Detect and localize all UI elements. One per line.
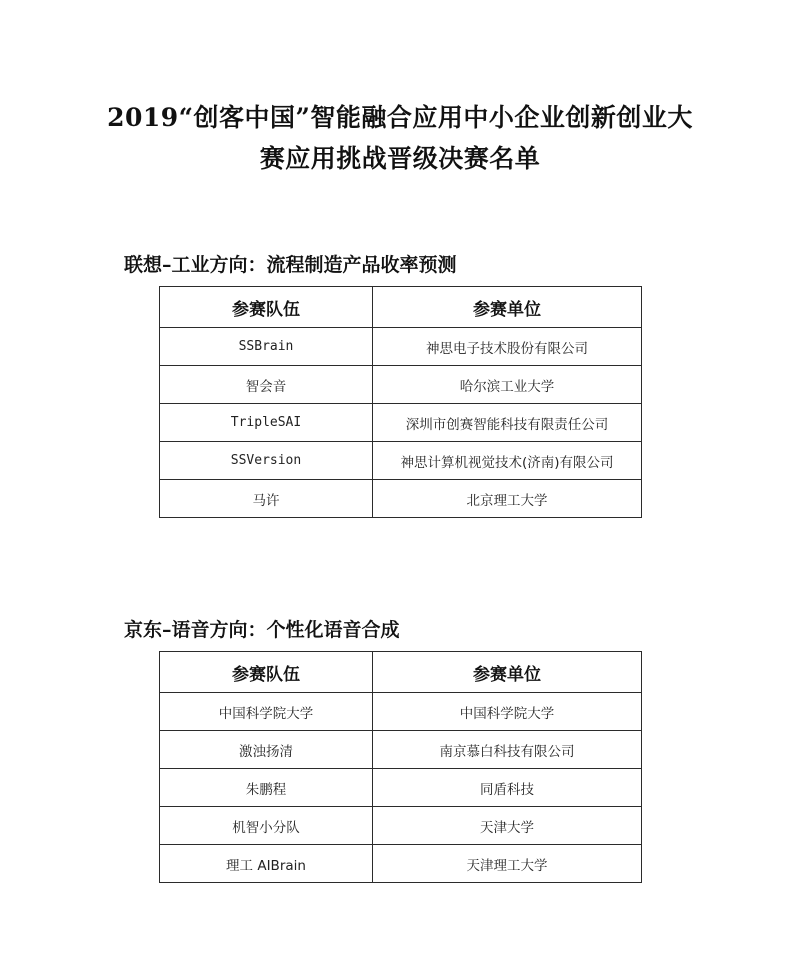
team-name-cell: SSBrain (160, 328, 373, 366)
table-row (160, 731, 642, 769)
section-heading-lenovo: 联想–工业方向：流程制造产品收率预测 (124, 254, 457, 276)
team-name-cell: 理工 AIBrain (160, 845, 373, 883)
section-heading-jd: 京东–语音方向：个性化语音合成 (124, 619, 400, 641)
organization-cell: 同盾科技 (373, 769, 642, 807)
team-name-cell: TripleSAI (160, 404, 373, 442)
table-row (160, 480, 642, 518)
team-name-cell: 智会音 (160, 366, 373, 404)
team-name-cell: SSVersion (160, 442, 373, 480)
column-header-organization: 参赛单位 (373, 652, 642, 693)
organization-cell: 中国科学院大学 (373, 693, 642, 731)
organization-cell: 神思电子技术股份有限公司 (373, 328, 642, 366)
column-header-organization: 参赛单位 (373, 287, 642, 328)
table-row (160, 807, 642, 845)
organization-cell: 南京慕白科技有限公司 (373, 731, 642, 769)
title-line-1: 2019“创客中国”智能融合应用中小企业创新创业大 (107, 103, 693, 132)
team-name-cell: 激浊扬清 (160, 731, 373, 769)
organization-cell: 神思计算机视觉技术(济南)有限公司 (373, 442, 642, 480)
table-row (160, 845, 642, 883)
team-table-jd (159, 651, 642, 883)
table-row (160, 693, 642, 731)
table-row (160, 404, 642, 442)
table-header-row (160, 652, 642, 693)
organization-cell: 北京理工大学 (373, 480, 642, 518)
team-name-cell: 朱鹏程 (160, 769, 373, 807)
team-name-cell: 机智小分队 (160, 807, 373, 845)
organization-cell: 天津理工大学 (373, 845, 642, 883)
column-header-team: 参赛队伍 (160, 287, 373, 328)
team-name-cell: 马许 (160, 480, 373, 518)
team-name-cell: 中国科学院大学 (160, 693, 373, 731)
table-row (160, 769, 642, 807)
table-row (160, 442, 642, 480)
table-row (160, 366, 642, 404)
column-header-team: 参赛队伍 (160, 652, 373, 693)
title-line-2: 赛应用挑战晋级决赛名单 (259, 144, 541, 173)
organization-cell: 深圳市创赛智能科技有限责任公司 (373, 404, 642, 442)
organization-cell: 哈尔滨工业大学 (373, 366, 642, 404)
table-row (160, 328, 642, 366)
team-table-lenovo (159, 286, 642, 518)
table-header-row (160, 287, 642, 328)
organization-cell: 天津大学 (373, 807, 642, 845)
